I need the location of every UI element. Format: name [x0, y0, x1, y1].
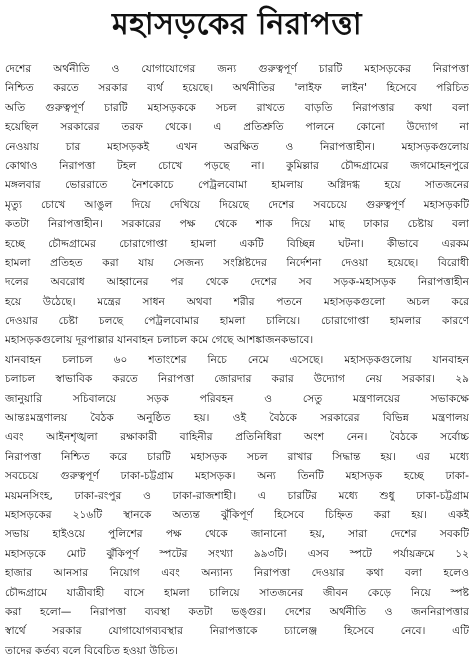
article-line: দলের অবরোধ আহ্বানের পর থেকে দেশের সব সড়ক-মহাসড়ক নিরাপত্তাহীন [5, 276, 469, 289]
article-line: চলাচল স্বাভাবিক করতে নিরাপত্তা জোরদার করার উদ্যোগ নেয় সরকার। ২৯ [5, 373, 469, 386]
article-line: মহাসড়কে মোট ঝুঁকিপূর্ণ স্পটের সংখ্যা ৯৯৩টি। এসব স্পটে পর্যায়ক্রমে ১২ [5, 547, 469, 560]
article-line: মহাসড়কগুলোয় দূরপাল্লার যানবাহন চলাচল কমে গেছে আশঙ্কাজনকভাবে। [5, 334, 314, 347]
article-line: আন্তঃমন্ত্রণালয় বৈঠক অনুষ্ঠিত হয়। ওই বৈঠকে সরকারের বিভিন্ন মন্ত্রণালয় [5, 412, 469, 425]
article-line: দেশের অর্থনীতি ও যোগাযোগের জন্য গুরুত্বপূর্ণ চারটি মহাসড়কের নিরাপত্তা [5, 63, 469, 75]
article-line: সভায় হাইওয়ে পুলিশের পক্ষ থেকে জানানো হয়, সারা দেশের সবকটি [5, 528, 469, 541]
article-line: চৌদ্দগ্রামে যাত্রীবাহী বাসে হামলা চালিয়ে সাতজনের জীবন কেড়ে নিয়ে স্পষ্ট [5, 586, 469, 599]
headline-bar [0, 0, 474, 50]
article-line: ময়মনসিংহ, ঢাকা-রংপুর ও ঢাকা-রাজশাহী। এ চারটির মধ্যে শুধু ঢাকা-চট্টগ্রাম [5, 489, 469, 502]
article-line: নেওয়ায় চার মহাসড়কই এখন অরক্ষিত ও নিরাপত্তাহীন। মহাসড়কগুলোয় [5, 140, 469, 153]
article-line: দেওয়ার চেষ্টা চলছে পেট্রলবোমার হামলা চালিয়ে। চোরাগোপ্তা হামলার কারণে [5, 315, 469, 328]
article-line: কোথাও নিরাপত্তা টহল চোখে পড়ছে না। কুমিল্লার চৌদ্দগ্রামের জগমোহনপুরে [5, 159, 469, 172]
article-line: হয়ে উঠেছে। মন্ত্রের সাধন অথবা শরীর পতনে মহাসড়কগুলো অচল করে [5, 295, 469, 308]
article-line: কতটা নিরাপত্তাহীন। সরকারের পক্ষ থেকে শাক দিয়ে মাছ ঢাকার চেষ্টায় বলা [5, 218, 469, 231]
article-line: সবচেয়ে গুরুত্বপূর্ণ ঢাকা-চট্টগ্রাম মহাসড়ক। অন্য তিনটি মহাসড়ক হচ্ছে ঢাকা- [5, 470, 469, 483]
article-line: অতি গুরুত্বপূর্ণ চারটি মহাসড়ককে সচল রাখতে বাড়তি নিরাপত্তার কথা বলা [5, 101, 469, 114]
article-line: নিশ্চিত করতে সরকার ব্যর্থ হয়েছে। অর্থনীতির 'লাইফ লাইন' হিসেবে পরিচিত [5, 82, 469, 95]
article-line: মঙ্গলবার ভোররাতে নৈশকোচে পেট্রলবোমা হামলায় অগ্নিদগ্ধ হয়ে সাতজনের [5, 179, 469, 192]
article-line: হচ্ছে চৌদ্দগ্রামের চোরাগোপ্তা হামলা একটি বিচ্ছিন্ন ঘটনা। কীভাবে এরকম [5, 237, 469, 250]
article-line: জানুয়ারি সচিবালয়ে সড়ক পরিবহন ও সেতু মন্ত্রণালয়ের সভাকক্ষে [5, 392, 469, 405]
article-line: হামলা প্রতিহত করা যায় সেজন্য সংশ্লিষ্টদের নির্দেশনা দেওয়া হয়েছে। বিরোধী [5, 256, 469, 269]
article-line: এবং আইনশৃঙ্খলা রক্ষাকারী বাহিনীর প্রতিনিধিরা অংশ নেন। বৈঠকে সর্বোচ্চ [5, 431, 469, 444]
article-line: হাজার আনসার নিয়োগ এবং অন্যান্য নিরাপত্তা দেওয়ার কথা বলা হলেও [5, 567, 469, 580]
article-line: স্বার্থে সরকার যোগাযোগব্যবস্থার নিরাপত্তাকে চ্যালেঞ্জ হিসেবে নেবে। এটি [5, 625, 469, 638]
article-line: মহাসড়কের ২১৬টি স্থানকে অত্যন্ত ঝুঁকিপূর্ণ হিসেবে চিহ্নিত করা হয়। একই [5, 508, 469, 521]
article-line: করা হলো— নিরাপত্তা ব্যবস্থা কতটা ভঙ্গুর। দেশের অর্থনীতি ও জননিরাপত্তার [5, 605, 469, 618]
article-line: হয়েছিল সরকারের তরফ থেকে। এ প্রতিশ্রুতি পালনে কোনো উদ্যোগ না [5, 121, 469, 134]
headline: মহাসড়কের নিরাপত্তা [111, 7, 363, 42]
article-line: তাদের কর্তব্য বলে বিবেচিত হওয়া উচিত। [5, 644, 179, 657]
article-body [5, 60, 469, 661]
article-line: মৃত্যু চোখে আঙুল দিয়ে দেখিয়ে দিয়েছে দেশের সবচেয়ে গুরুত্বপূর্ণ মহাসড়কটি [5, 198, 469, 211]
article-line: নিরাপত্তা নিশ্চিত করে চারটি মহাসড়ক সচল রাখার সিদ্ধান্ত হয়। এর মধ্যে [5, 450, 469, 463]
article-line: যানবাহন চলাচল ৬০ শতাংশের নিচে নেমে এসেছে। মহাসড়কগুলোয় যানবাহন [5, 353, 469, 366]
